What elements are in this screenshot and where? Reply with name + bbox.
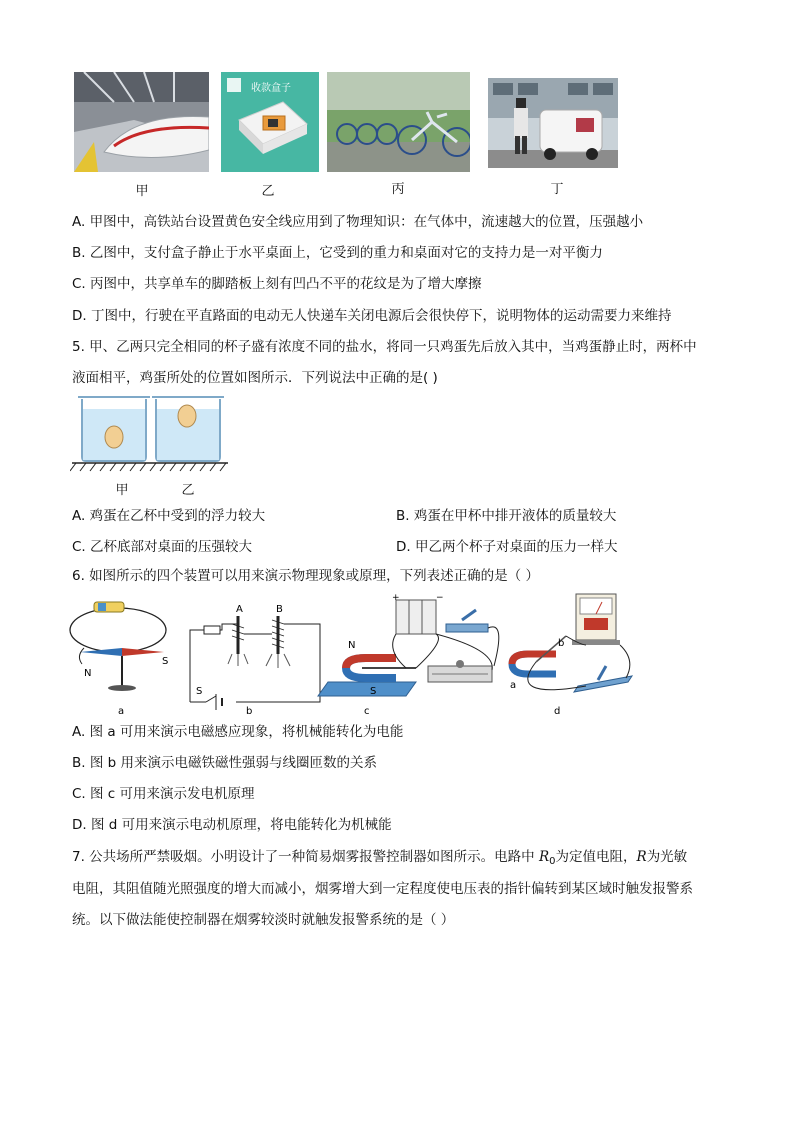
photo-delivery-vehicle (488, 78, 618, 168)
q5-caption-yi: 乙 (181, 483, 195, 498)
fig-c-n-label: N (348, 640, 356, 651)
fig-b-b-label: B (276, 604, 283, 615)
q4-option-b: B. 乙图中，支付盒子静止于水平桌面上，它受到的重力和桌面对它的支持力是一对平衡力 (72, 245, 603, 261)
fig-d-caption: d (554, 706, 561, 717)
q5-option-b: B. 鸡蛋在甲杯中排开液体的质量较大 (396, 508, 617, 524)
q7-stem-line1 (72, 847, 687, 872)
q7-r-symbol: R (636, 849, 647, 865)
q6-option-b: B. 图 b 用来演示电磁铁磁性强弱与线圈匝数的关系 (72, 755, 377, 771)
q4-option-c: C. 丙图中，共享单车的脚踏板上刻有凹凸不平的花纹是为了增大摩擦 (72, 276, 482, 292)
q7-stem-line3: 统。以下做法能使控制器在烟雾较淡时就触发报警系统的是（ ） (72, 912, 455, 928)
q7-stem-line2: 电阻，其阻值随光照强度的增大而减小，烟雾增大到一定程度使电压表的指针偏转到某区域时触发报警系 (72, 881, 693, 897)
caption-ding: 丁 (550, 182, 564, 197)
photo-shared-bikes (327, 72, 470, 172)
fig-d-b-label: b (558, 638, 565, 649)
q7-r0-subscript: 0 (549, 856, 556, 867)
fig-d-a-label: a (510, 680, 517, 691)
figure-d (510, 594, 632, 717)
caption-bing: 丙 (391, 182, 405, 197)
q7-r0-symbol: R (538, 849, 550, 865)
egg-in-yi (178, 405, 196, 427)
q5-option-c: C. 乙杯底部对桌面的压强较大 (72, 539, 253, 555)
q7-line1-part-a: 7. 公共场所严禁吸烟。小明设计了一种简易烟雾报警控制器如图所示。电路中 (72, 849, 539, 865)
payment-box-label: 收款盒子 (251, 83, 291, 94)
egg-in-jia (105, 426, 123, 448)
q5-figure-cups (70, 393, 230, 473)
q6-option-c: C. 图 c 可用来演示发电机原理 (72, 786, 255, 802)
q5-caption-jia: 甲 (115, 483, 129, 498)
fig-c-s-label: S (370, 686, 377, 697)
q7-line1-part-b: 为定值电阻， (555, 849, 637, 865)
fig-c-minus: − (436, 593, 444, 603)
caption-yi: 乙 (261, 184, 275, 199)
caption-jia: 甲 (135, 184, 149, 199)
q4-option-a: A. 甲图中，高铁站台设置黄色安全线应用到了物理知识：在气体中，流速越大的位置，压强越小 (72, 214, 644, 230)
q6-option-d: D. 图 d 可用来演示电动机原理，将电能转化为机械能 (72, 817, 392, 833)
q5-option-d: D. 甲乙两个杯子对桌面的压力一样大 (396, 539, 618, 555)
q6-option-a: A. 图 a 可用来演示电磁感应现象，将机械能转化为电能 (72, 724, 404, 740)
q4-option-d: D. 丁图中，行驶在平直路面的电动无人快递车关闭电源后会很快停下，说明物体的运动需要力来维持 (72, 308, 672, 324)
fig-b-s-label: S (196, 686, 203, 697)
fig-a-n-label: N (84, 668, 92, 679)
q6-figures (66, 590, 636, 720)
q5-stem-line1: 5. 甲、乙两只完全相同的杯子盛有浓度不同的盐水，将同一只鸡蛋先后放入其中，当鸡蛋静止时，两杯中 (72, 339, 697, 355)
figure-c (318, 593, 499, 717)
figure-a (70, 602, 168, 717)
fig-b-caption: b (246, 706, 253, 717)
fig-a-caption: a (118, 706, 125, 717)
photo-payment-box (221, 72, 319, 172)
fig-c-plus: + (392, 593, 400, 603)
photo-high-speed-train (74, 72, 209, 172)
q6-stem: 6. 如图所示的四个装置可以用来演示物理现象或原理，下列表述正确的是（ ） (72, 568, 539, 584)
figure-b (190, 604, 320, 717)
q5-option-a: A. 鸡蛋在乙杯中受到的浮力较大 (72, 508, 266, 524)
q5-stem-line2: 液面相平，鸡蛋所处的位置如图所示．下列说法中正确的是( ) (72, 370, 438, 386)
q7-line1-part-c: 为光敏 (646, 849, 688, 865)
fig-b-a-label: A (236, 604, 243, 615)
fig-c-caption: c (364, 706, 370, 717)
fig-a-s-label: S (162, 656, 169, 667)
